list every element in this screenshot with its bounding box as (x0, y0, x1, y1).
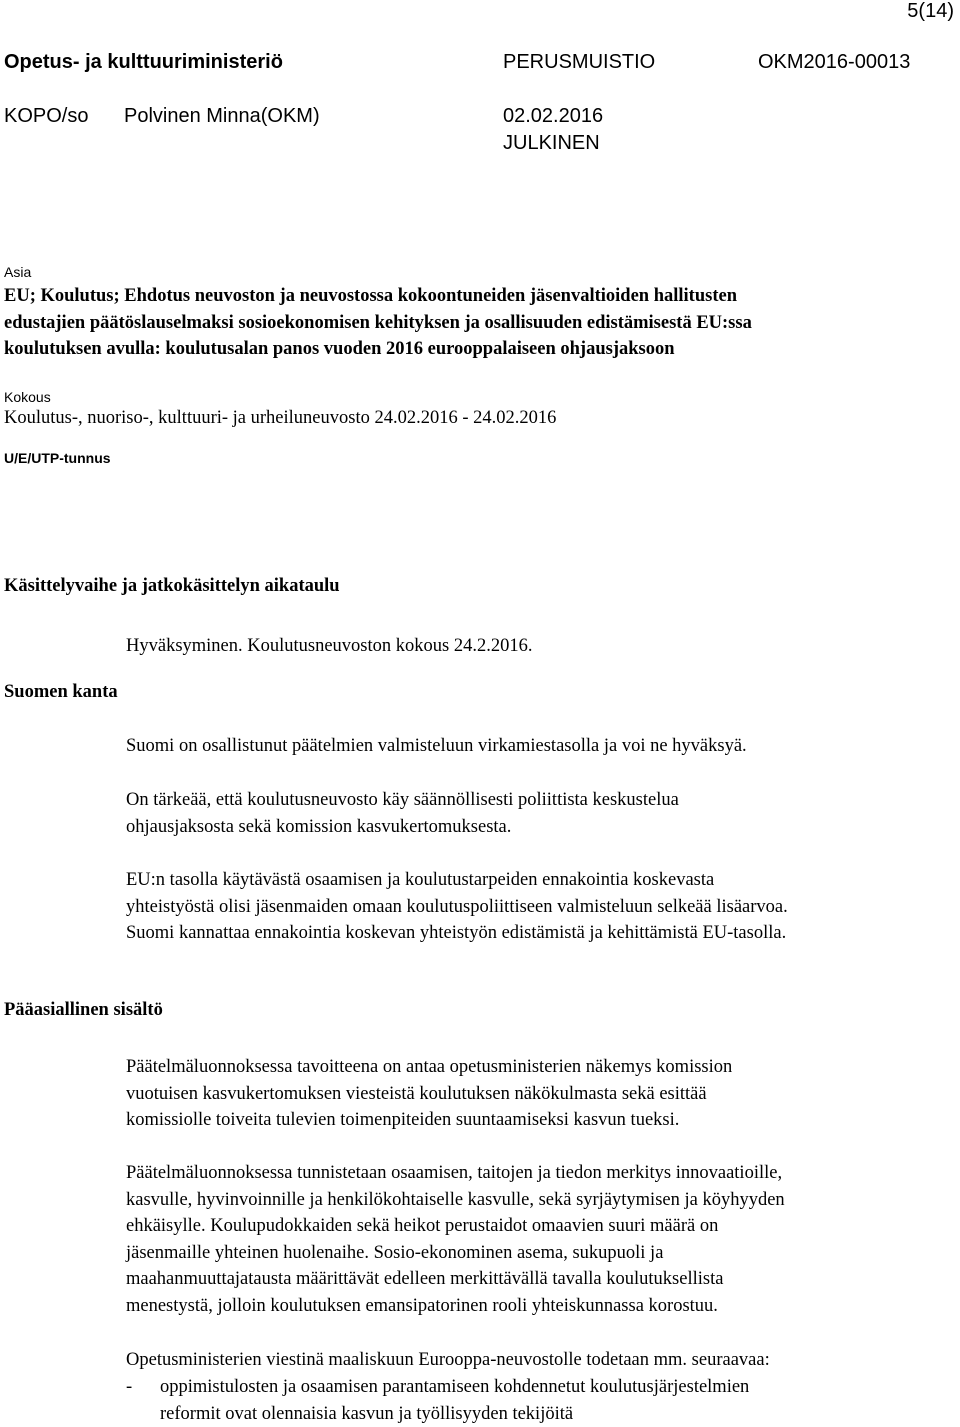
asia-line: EU; Koulutus; Ehdotus neuvoston ja neuvostossa kokoontuneiden jäsenvaltioiden hallitusten (4, 286, 737, 306)
ministry-name: Opetus- ja kulttuuriministeriö (4, 51, 283, 73)
sisalto-paragraph (126, 1347, 956, 1374)
kanta-paragraph (126, 733, 956, 760)
kokous-label: Kokous (4, 389, 51, 405)
utp-tunnus-label: U/E/UTP-tunnus (4, 450, 111, 466)
text-line: On tärkeää, että koulutusneuvosto käy säännöllisesti poliittista keskustelua (126, 790, 679, 810)
text-line: Suomi kannattaa ennakointia koskevan yhteistyön edistämistä ja kehittämistä EU-tasolla. (126, 923, 787, 943)
kanta-heading: Suomen kanta (4, 682, 118, 702)
text-line: maahanmuuttajatausta määrittävät edelleen merkittävällä tavalla koulutuksellista (126, 1269, 724, 1289)
text-line: Päätelmäluonnoksessa tunnistetaan osaamisen, taitojen ja tiedon merkitys innovaatioille, (126, 1163, 783, 1183)
kasittely-text: Hyväksyminen. Koulutusneuvoston kokous 24.2.2016. (126, 636, 533, 656)
text-line: Opetusministerien viestinä maaliskuun Eurooppa-neuvostolle todetaan mm. seuraavaa: (126, 1350, 770, 1370)
asia-label: Asia (4, 264, 32, 280)
text-line: Suomi on osallistunut päätelmien valmisteluun virkamiestasolla ja voi ne hyväksyä. (126, 736, 747, 756)
bullet-item (160, 1374, 749, 1427)
asia-line: edustajien päätöslauselmaksi sosioekonomisen kehityksen ja osallisuuden edistämisestä EU:ssa (4, 312, 752, 333)
text-line: jäsenmaille yhteinen huolenaihe. Sosio-ekonominen asema, sukupuoli ja (126, 1242, 664, 1263)
sisalto-paragraph (126, 1054, 956, 1134)
classification: JULKINEN (503, 132, 600, 154)
document-date: 02.02.2016 (503, 105, 604, 127)
text-line: oppimistulosten ja osaamisen parantamiseen kohdennetut koulutusjärjestelmien (160, 1377, 750, 1397)
text-line: ohjausjaksosta sekä komission kasvukertomuksesta. (126, 816, 512, 837)
text-line: ehkäisylle. Koulupudokkaiden sekä heikot perustaidot omaavien suuri määrä on (126, 1216, 719, 1236)
text-line: komissiolle toiveita tulevien toimenpiteiden suuntaamiseksi kasvun tueksi. (126, 1110, 680, 1130)
bullet-marker: - (126, 1377, 133, 1397)
page-number: 5(14) (907, 0, 954, 22)
sisalto-paragraph (126, 1160, 956, 1319)
text-line: Päätelmäluonnoksessa tavoitteena on antaa opetusministerien näkemys komission (126, 1057, 733, 1077)
text-line: vuotuisen kasvukertomuksen viesteistä koulutuksen näkökulmasta sekä esittää (126, 1083, 707, 1104)
text-line: menestystä, jolloin koulutuksen emansipatorinen rooli yhteiskunnassa korostuu. (126, 1295, 718, 1316)
document-id: OKM2016-00013 (758, 51, 911, 73)
asia-line: koulutuksen avulla: koulutusalan panos vuoden 2016 eurooppalaiseen ohjausjaksoon (4, 339, 675, 359)
author-name: Polvinen Minna(OKM) (124, 105, 320, 127)
kanta-paragraph (126, 867, 956, 947)
text-line: yhteistyöstä olisi jäsenmaiden omaan koulutuspoliittiseen valmisteluun selkeää lisäarvoa. (126, 896, 788, 917)
text-line: kasvulle, hyvinvoinnille ja henkilökohtaiselle kasvulle, sekä syrjäytymisen ja köyhyyden (126, 1189, 785, 1210)
sisalto-heading: Pääasiallinen sisältö (4, 1000, 163, 1020)
kanta-paragraph (126, 787, 956, 840)
kokous-value: Koulutus-, nuoriso-, kulttuuri- ja urheiluneuvosto 24.02.2016 - 24.02.2016 (4, 408, 557, 428)
document-type: PERUSMUISTIO (503, 51, 656, 73)
asia-subject (4, 283, 752, 363)
unit-code: KOPO/so (4, 105, 89, 127)
text-line: reformit ovat olennaisia kasvun ja työllisyyden tekijöitä (160, 1403, 574, 1424)
kasittely-heading: Käsittelyvaihe ja jatkokäsittelyn aikataulu (4, 576, 340, 596)
text-line: EU:n tasolla käytävästä osaamisen ja koulutustarpeiden ennakointia koskevasta (126, 870, 715, 890)
